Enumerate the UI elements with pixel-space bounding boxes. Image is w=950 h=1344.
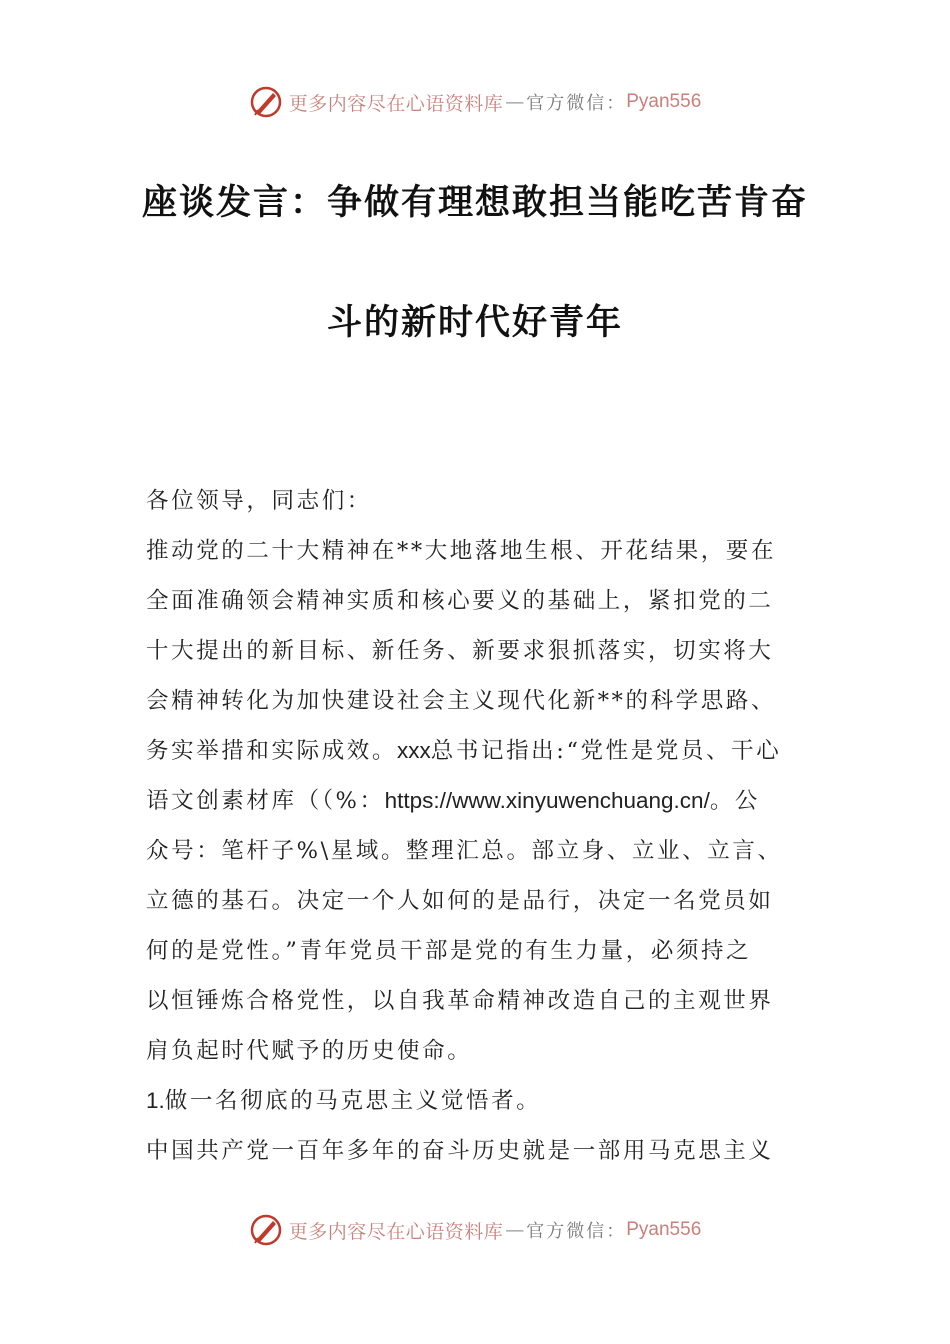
watermark-banner-top [0, 82, 950, 122]
document-title-line-1: 座谈发言：争做有理想敢担当能吃苦肯奋 [141, 183, 808, 223]
body-line [146, 626, 806, 676]
watermark-official-label: 官方微信： [526, 1221, 627, 1242]
body-text-segment: 各位领导，同志们： [146, 488, 372, 514]
body-text-segment: 肩负起时代赋予的历史使命。 [146, 1038, 473, 1064]
body-text-segment: 立德的基石。决定一个人如何的是品行，决定一名党员如 [146, 888, 774, 914]
body-text-segment: 务实举措和实际成效。 [146, 738, 398, 764]
body-line [146, 1076, 806, 1126]
watermark-slogan: 更多内容尽在心语资料库 [288, 1220, 504, 1243]
document-title-line-2: 斗的新时代好青年 [326, 303, 623, 343]
body-text-segment: 会精神转化为加快建设社会主义现代化新**的科学思路、 [146, 688, 777, 714]
document-body [146, 476, 806, 1176]
body-text-segment: 十大提出的新目标、新任务、新要求狠抓落实，切实将大 [146, 638, 774, 664]
body-line [146, 826, 806, 876]
watermark-separator: — [505, 1219, 525, 1241]
body-line [146, 776, 806, 826]
body-text-segment: 1. [146, 1088, 165, 1113]
watermark-separator: — [505, 91, 525, 113]
quill-logo-icon [249, 1213, 283, 1247]
watermark-slogan: 更多内容尽在心语资料库 [288, 92, 504, 115]
body-line [146, 976, 806, 1026]
watermark-wechat-id: Pyan556 [626, 1219, 702, 1240]
body-text-segment: 语文创素材库（（%： [146, 788, 385, 814]
body-line [146, 926, 806, 976]
body-line [146, 1026, 806, 1076]
quill-logo-icon [249, 85, 283, 119]
body-line [146, 1126, 806, 1176]
body-text-segment: 何的是党性。”青年党员干部是党的有生力量，必须持之 [146, 938, 752, 964]
body-line [146, 476, 806, 526]
body-text-segment: xxx [397, 738, 431, 763]
body-line [146, 676, 806, 726]
watermark-official-label: 官方微信： [526, 93, 627, 114]
body-text-segment: 做一名彻底的马克思主义觉悟者。 [164, 1088, 542, 1114]
body-text-segment: 推动党的二十大精神在**大地落地生根、开花结果，要在 [146, 538, 777, 564]
body-text-segment: 以恒锤炼合格党性，以自我革命精神改造自己的主观世界 [146, 988, 774, 1014]
watermark-wechat-id: Pyan556 [626, 91, 702, 112]
body-text-segment: 中国共产党一百年多年的奋斗历史就是一部用马克思主义 [146, 1138, 774, 1164]
body-line [146, 576, 806, 626]
body-line [146, 726, 806, 776]
body-text-segment: 。公 [709, 788, 761, 814]
body-text-segment: 全面准确领会精神实质和核心要义的基础上，紧扣党的二 [146, 588, 774, 614]
watermark-banner-bottom [0, 1210, 950, 1250]
body-text-segment: https://www.xinyuwenchuang.cn/ [384, 788, 710, 813]
body-line [146, 876, 806, 926]
body-line [146, 526, 806, 576]
body-text-segment: 众号：笔杆子%\星域。整理汇总。部立身、立业、立言、 [146, 838, 783, 864]
body-text-segment: 总书记指出:“党性是党员、干心 [430, 738, 782, 764]
